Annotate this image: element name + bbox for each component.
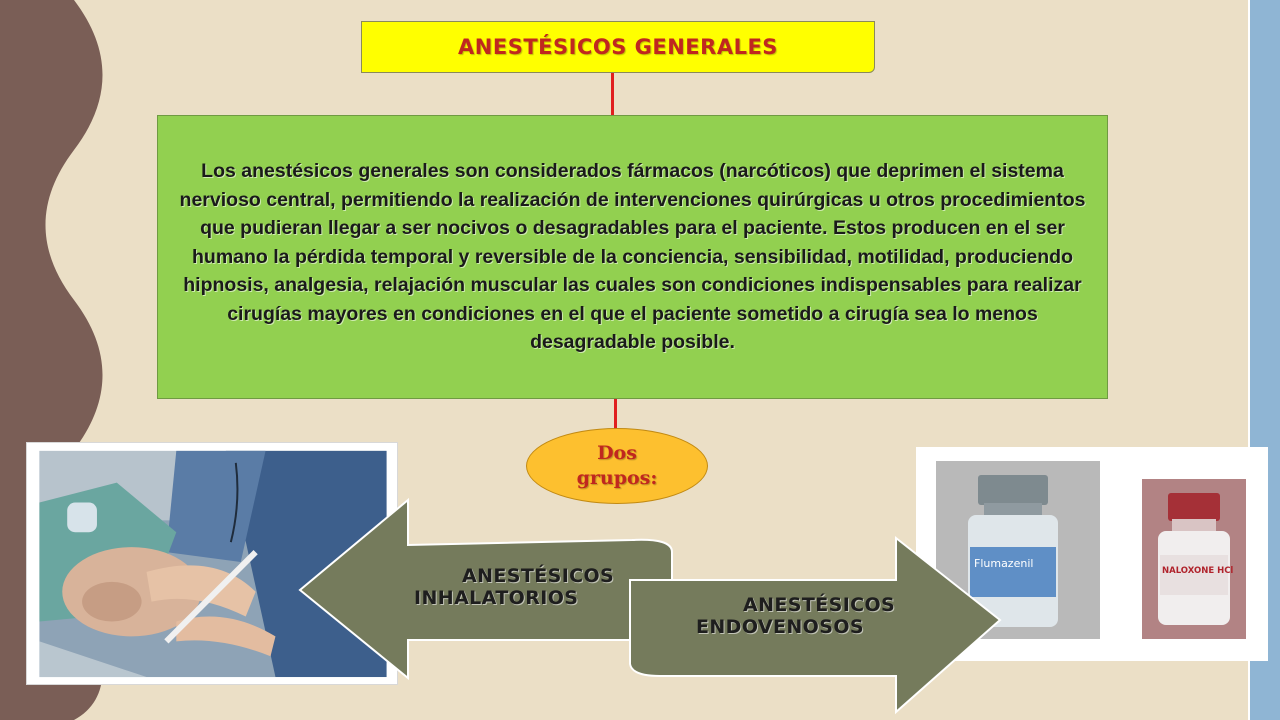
inhalatorios-label-line2: INHALATORIOS <box>414 587 579 609</box>
groups-label-line2: grupos: <box>576 467 658 489</box>
flumazenil-label: Flumazenil <box>974 557 1034 570</box>
endovenosos-label-line2: ENDOVENOSOS <box>696 616 864 638</box>
page-title: ANESTÉSICOS GENERALES <box>458 35 778 59</box>
naloxone-label: NALOXONE HCl <box>1162 566 1234 576</box>
endovenosos-label-line1: ANESTÉSICOS <box>743 594 896 616</box>
inhalatorios-label <box>414 565 614 609</box>
groups-label-line1: Dos <box>597 442 637 464</box>
endovenosos-label <box>696 594 895 638</box>
inhalatorios-label-line1: ANESTÉSICOS <box>462 565 615 587</box>
definition-text: Los anestésicos generales son considerados fármacos (narcóticos) que deprimen el sistema nervioso central, permitiendo la realización de intervenciones quirúrgicas u otros procedimientos que pudieran llegar a ser nocivos o desagradables para el paciente. Estos producen en el ser humano la pérdida temporal y reversible de la conciencia, sensibilidad, motilidad, produciendo hipnosis, analgesia, relajación muscular las cuales son condiciones indispensables para realizar cirugías mayores en condiciones en el que el paciente sometido a cirugía sea lo menos desagradable posible. <box>179 159 1086 354</box>
